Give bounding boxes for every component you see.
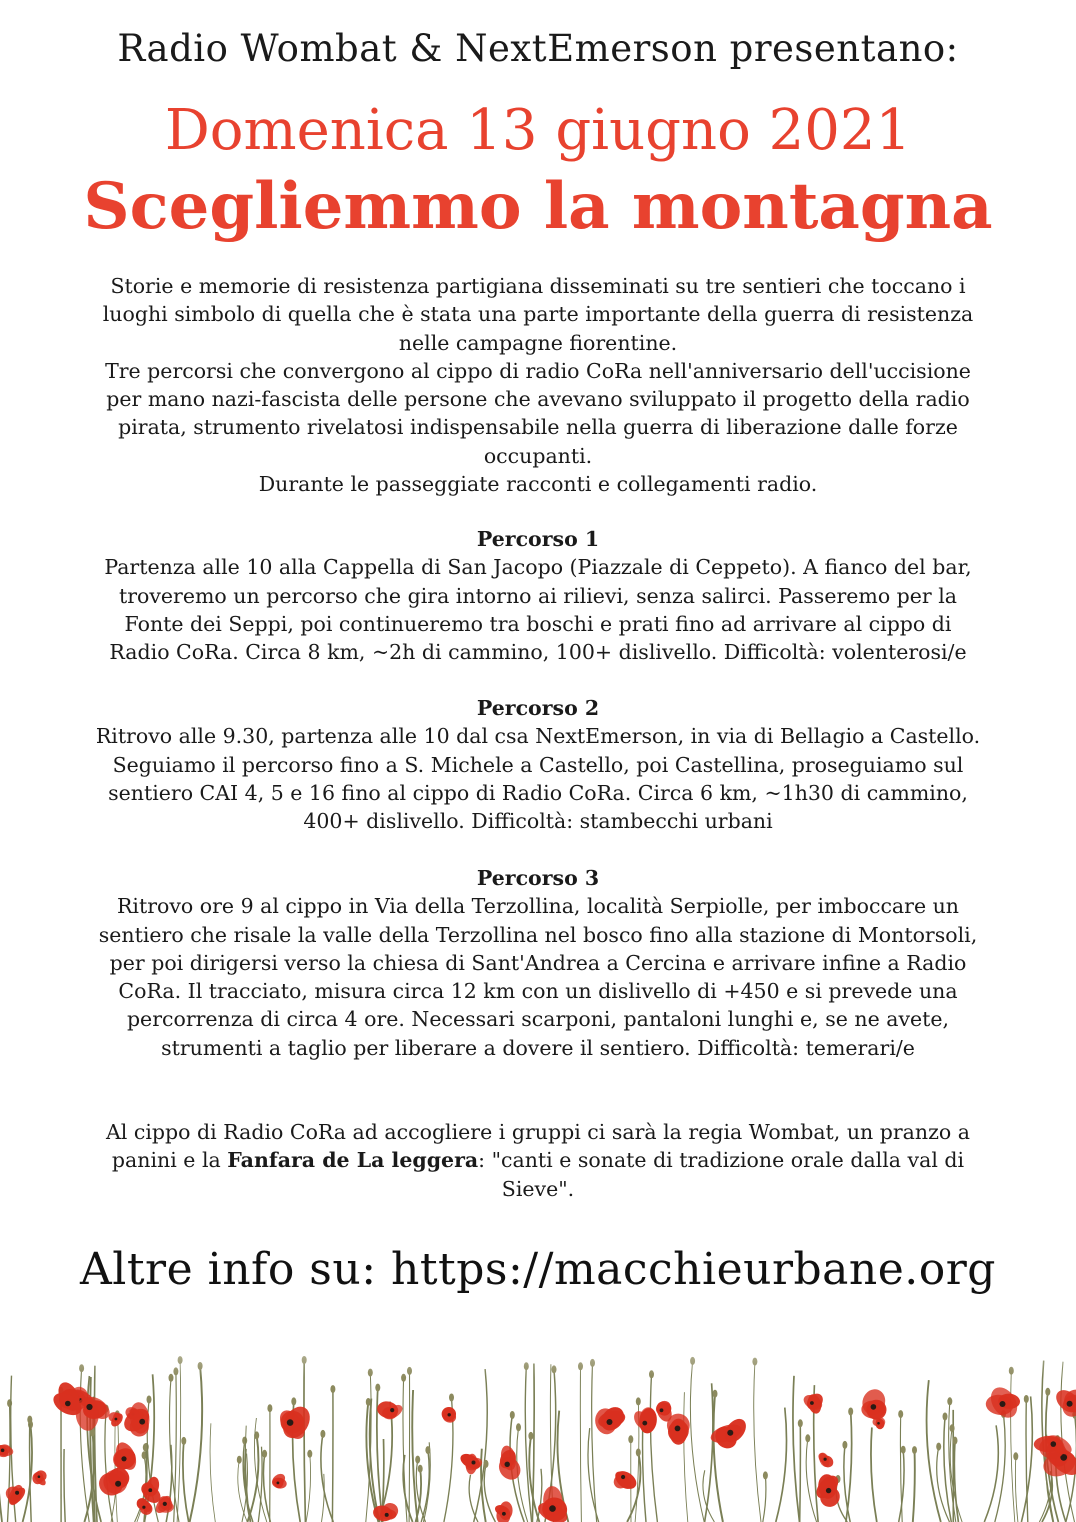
route-line: Ritrovo alle 9.30, partenza alle 10 dal csa NextEmerson, in via di Bellagio a Castello. [95, 724, 981, 749]
route-1-title: Percorso 1 [476, 527, 600, 551]
closing-line [28, 1146, 1048, 1174]
intro-line: occupanti. [483, 443, 593, 468]
event-date: Domenica 13 giugno 2021 [164, 98, 912, 163]
closing-text-part: : "canti e sonate di tradizione orale dalla val di [478, 1148, 965, 1173]
route-3 [28, 864, 1048, 1062]
route-line: Partenza alle 10 alla Cappella di San Jacopo (Piazzale di Ceppeto). A fianco del bar, [104, 555, 972, 580]
intro-line: pirata, strumento rivelatosi indispensabile nella guerra di liberazione dalle forze [118, 415, 958, 440]
intro-line: luoghi simbolo di quella che è stata una parte importante della guerra di resistenza [102, 302, 974, 327]
route-line: Ritrovo ore 9 al cippo in Via della Terzollina, località Serpiolle, per imboccare un [116, 894, 960, 919]
closing-line: Al cippo di Radio CoRa ad accogliere i gruppi ci sarà la regia Wombat, un pranzo a [106, 1120, 970, 1144]
closing-text [28, 1118, 1048, 1203]
band-name: Fanfara de La leggera [227, 1148, 479, 1173]
route-line: sentiero che risale la valle della Terzollina nel bosco fino alla stazione di Montorsoli, [98, 922, 978, 947]
route-2 [28, 694, 1048, 835]
route-line: sentiero CAI 4, 5 e 16 fino al cippo di Radio CoRa. Circa 6 km, ~1h30 di cammino, [108, 780, 968, 805]
route-line: strumenti a taglio per liberare a dovere il sentiero. Difficoltà: temerari/e [161, 1035, 915, 1060]
route-line: Radio CoRa. Circa 8 km, ~2h di cammino, 100+ dislivello. Difficoltà: volenterosi/e [109, 640, 967, 665]
event-title: Scegliemmo la montagna [83, 169, 993, 244]
route-line: CoRa. Il tracciato, misura circa 12 km con un dislivello di +450 e si prevede una [118, 979, 958, 1004]
closing-text-part: panini e la [111, 1148, 228, 1173]
poppy-field-illustration [0, 1300, 1076, 1522]
info-url-line: Altre info su: https://macchieurbane.org [80, 1244, 996, 1295]
route-1 [28, 525, 1048, 666]
intro-line: per mano nazi-fascista delle persone che avevano sviluppato il progetto della radio [106, 387, 970, 412]
intro-text [28, 272, 1048, 498]
route-3-title: Percorso 3 [476, 866, 600, 890]
closing-line: Sieve". [501, 1176, 575, 1201]
route-2-title: Percorso 2 [476, 696, 600, 720]
route-line: percorrenza di circa 4 ore. Necessari scarponi, pantaloni lunghi e, se ne avete, [126, 1007, 950, 1032]
presenter-header: Radio Wombat & NextEmerson presentano: [117, 27, 959, 70]
route-line: troveremo un percorso che gira intorno ai rilievi, senza salirci. Passeremo per la [118, 583, 958, 608]
intro-line: Storie e memorie di resistenza partigiana disseminati su tre sentieri che toccano i [110, 274, 966, 298]
fade-overlay [0, 1300, 1076, 1522]
route-line: 400+ dislivello. Difficoltà: stambecchi urbani [303, 809, 773, 834]
intro-line: Tre percorsi che convergono al cippo di radio CoRa nell'anniversario dell'uccisione [105, 358, 971, 383]
route-line: Seguiamo il percorso fino a S. Michele a Castello, poi Castellina, proseguiamo sul [112, 752, 964, 777]
intro-line: Durante le passeggiate racconti e collegamenti radio. [258, 472, 818, 497]
route-line: Fonte dei Seppi, poi continueremo tra boschi e prati fino ad arrivare al cippo di [124, 611, 952, 636]
route-line: per poi dirigersi verso la chiesa di Sant'Andrea a Cercina e arrivare infine a Radio [109, 950, 967, 975]
intro-line: nelle campagne fiorentine. [398, 330, 678, 355]
